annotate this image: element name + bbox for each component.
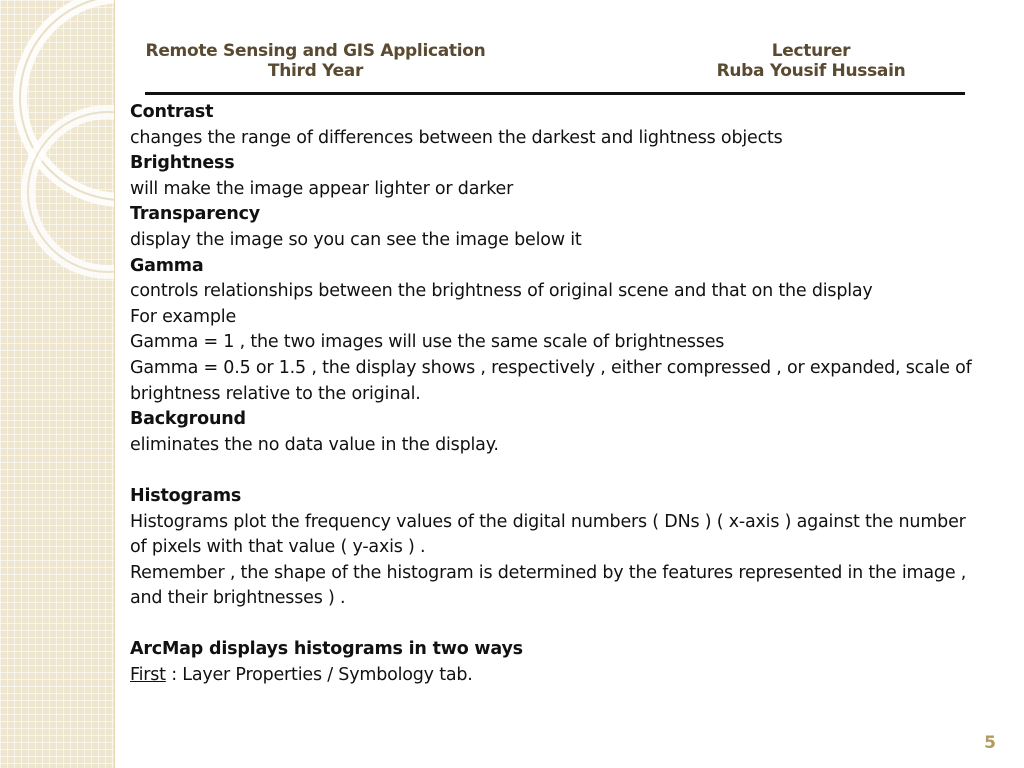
first-label: First	[130, 665, 166, 686]
gamma-heading: Gamma	[130, 255, 204, 276]
course-year: Third Year	[267, 61, 364, 81]
transparency-text: display the image so you can see the image below it	[130, 229, 582, 250]
gamma-example-2: Gamma = 0.5 or 1.5 , the display shows , respectively , either compressed , or expanded, scale of brightness relative to the original.	[130, 357, 972, 404]
arcmap-heading: ArcMap displays histograms in two ways	[130, 639, 523, 660]
background-text: eliminates the no data value in the display.	[130, 434, 499, 455]
contrast-text: changes the range of differences between the darkest and lightness objects	[130, 127, 783, 148]
page-number: 5	[984, 733, 996, 753]
gamma-text: controls relationships between the brightness of original scene and that on the display	[130, 281, 873, 302]
brightness-text: will make the image appear lighter or darker	[130, 178, 514, 199]
histograms-text-1: Histograms plot the frequency values of the digital numbers ( DNs ) ( x-axis ) against the number of pixels with that value ( y-axis ) .	[130, 511, 966, 558]
arcmap-first-line	[130, 663, 980, 689]
gamma-example-label: For example	[130, 306, 237, 327]
decorative-rings	[0, 0, 114, 768]
spacer	[130, 458, 980, 484]
lecturer-name: Ruba Yousif Hussain	[716, 61, 906, 81]
histograms-text-2: Remember , the shape of the histogram is determined by the features represented in the image , and their brightnesses ) .	[130, 562, 967, 609]
lecturer-header	[712, 41, 910, 81]
slide-body	[130, 100, 980, 689]
course-title: Remote Sensing and GIS Application	[145, 41, 486, 61]
header-divider	[145, 92, 965, 95]
contrast-heading: Contrast	[130, 102, 214, 122]
transparency-heading: Transparency	[130, 204, 261, 225]
lecturer-label: Lecturer	[771, 41, 851, 61]
spacer	[130, 612, 980, 638]
background-heading: Background	[130, 409, 246, 430]
brightness-heading: Brightness	[130, 153, 235, 174]
gamma-example-1: Gamma = 1 , the two images will use the same scale of brightnesses	[130, 332, 725, 353]
course-header	[143, 41, 488, 81]
first-text: : Layer Properties / Symbology tab.	[165, 665, 473, 686]
histograms-heading: Histograms	[130, 485, 242, 506]
